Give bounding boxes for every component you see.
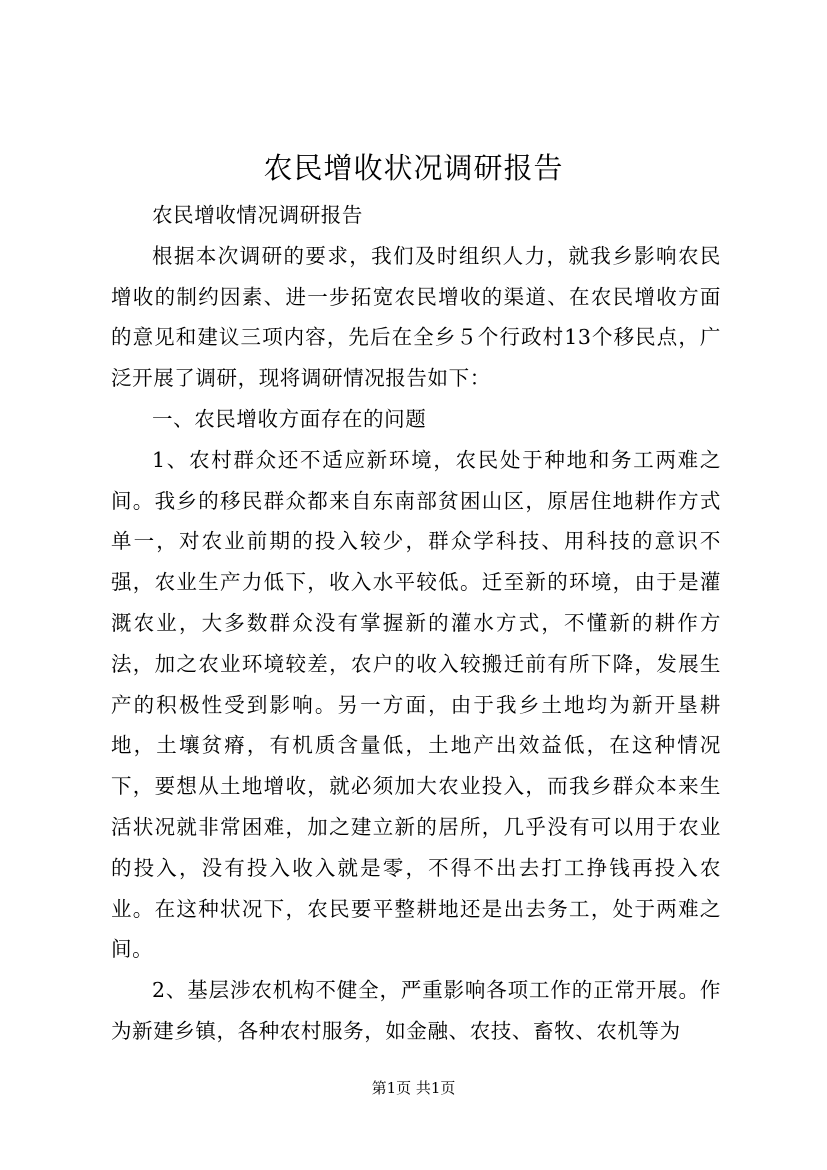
document-title: 农民增收状况调研报告 xyxy=(263,151,564,185)
document-body xyxy=(111,195,721,1052)
issue-1-paragraph: 1、农村群众还不适应新环境，农民处于种地和务工两难之间。我乡的移民群众都来自东南部贫困山区，原居住地耕作方式单一，对农业前期的投入较少，群众学科技、用科技的意识不强，农业生产力低下，收入水平较低。迁至新的环境，由于是灌溉农业，大多数群众没有掌握新的灌水方式，不懂新的耕作方法，加之农业环境较差，农户的收入较搬迁前有所下降，发展生产的积极性受到影响。另一方面，由于我乡土地均为新开垦耕地，土壤贫瘠，有机质含量低，土地产出效益低，在这种情况下，要想从土地增收，就必须加大农业投入，而我乡群众本来生活状况就非常困难，加之建立新的居所，几乎没有可以用于农业的投入，没有投入收入就是零，不得不出去打工挣钱再投入农业。在这种状况下，农民要平整耕地还是出去务工，处于两难之间。 xyxy=(111,447,721,962)
section-heading: 一、农民增收方面存在的问题 xyxy=(152,406,427,431)
intro-paragraph: 根据本次调研的要求，我们及时组织人力，就我乡影响农民增收的制约因素、进一步拓宽农民增收的渠道、在农民增收方面的意见和建议三项内容，先后在全乡５个行政村13个移民点，广泛开展了调研，现将调研情况报告如下： xyxy=(111,243,721,391)
subtitle-paragraph: 农民增收情况调研报告 xyxy=(152,203,363,227)
page-footer: 第1页 共1页 xyxy=(371,1079,456,1097)
issue-2-paragraph: 2、基层涉农机构不健全，严重影响各项工作的正常开展。作为新建乡镇，各种农村服务，如金融、农技、畜牧、农机等为 xyxy=(111,978,721,1043)
